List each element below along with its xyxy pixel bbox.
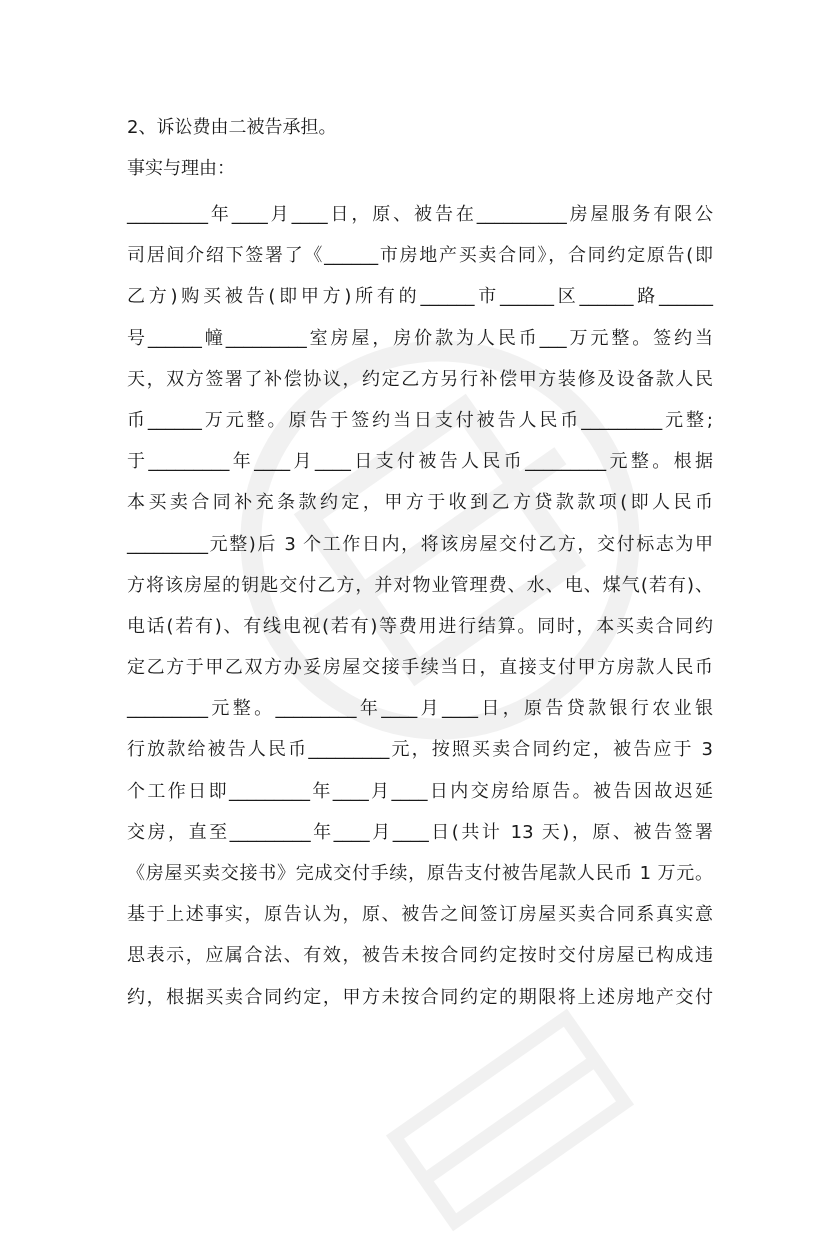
text-line: 思表示，应属合法、有效，被告未按合同约定按时交付房屋已构成违 bbox=[127, 945, 713, 967]
text-line: 币______万元整。原告于签约当日支付被告人民币_________元整; bbox=[127, 409, 713, 431]
text-line: _________元整)后 3 个工作日内，将该房屋交付乙方，交付标志为甲 bbox=[127, 533, 713, 555]
text-line: 《房屋买卖交接书》完成交付手续，原告支付被告尾款人民币 1 万元。 bbox=[127, 863, 713, 884]
text-line: 行放款给被告人民币_________元，按照买卖合同约定，被告应于 3 bbox=[127, 739, 713, 761]
text-line: 方将该房屋的钥匙交付乙方，并对物业管理费、水、电、煤气(若有)、 bbox=[127, 574, 713, 596]
claim-heading: 2、诉讼费由二被告承担。 bbox=[127, 117, 337, 138]
text-line: 基于上述事实，原告认为，原、被告之间签订房屋买卖合同系真实意 bbox=[127, 904, 713, 926]
text-line: 个工作日即_________年____月____日内交房给原告。被告因故迟延 bbox=[127, 780, 713, 802]
watermark-icon bbox=[358, 980, 663, 1260]
text-line: 电话(若有)、有线电视(若有)等费用进行结算。同时，本买卖合同约 bbox=[127, 615, 713, 637]
body-paragraph bbox=[127, 194, 713, 1018]
text-line: 约，根据买卖合同约定，甲方未按合同约定的期限将上述房地产交付 bbox=[127, 986, 713, 1008]
text-line: _________年____月____日，原、被告在__________房屋服务有限公 bbox=[127, 204, 713, 225]
text-line: 乙方)购买被告(即甲方)所有的______市______区______路______ bbox=[127, 286, 713, 308]
text-line: 定乙方于甲乙双方办妥房屋交接手续当日，直接支付甲方房款人民币 bbox=[127, 657, 713, 679]
text-line: 天，双方签署了补偿协议，约定乙方另行补偿甲方装修及设备款人民 bbox=[127, 368, 713, 390]
text-line: _________元整。_________年____月____日，原告贷款银行农业银 bbox=[127, 698, 713, 720]
text-line: 号______幢_________室房屋，房价款为人民币___万元整。签约当 bbox=[127, 327, 713, 349]
section-title: 事实与理由： bbox=[127, 158, 235, 179]
text-line: 本买卖合同补充条款约定，甲方于收到乙方贷款款项(即人民币 bbox=[127, 492, 713, 514]
text-line: 司居间介绍下签署了《______市房地产买卖合同》，合同约定原告(即 bbox=[127, 245, 713, 267]
text-line: 交房，直至_________年____月____日(共计 13 天)，原、被告签署 bbox=[127, 821, 714, 843]
text-line: 于_________年____月____日支付被告人民币_________元整。根据 bbox=[127, 451, 713, 473]
